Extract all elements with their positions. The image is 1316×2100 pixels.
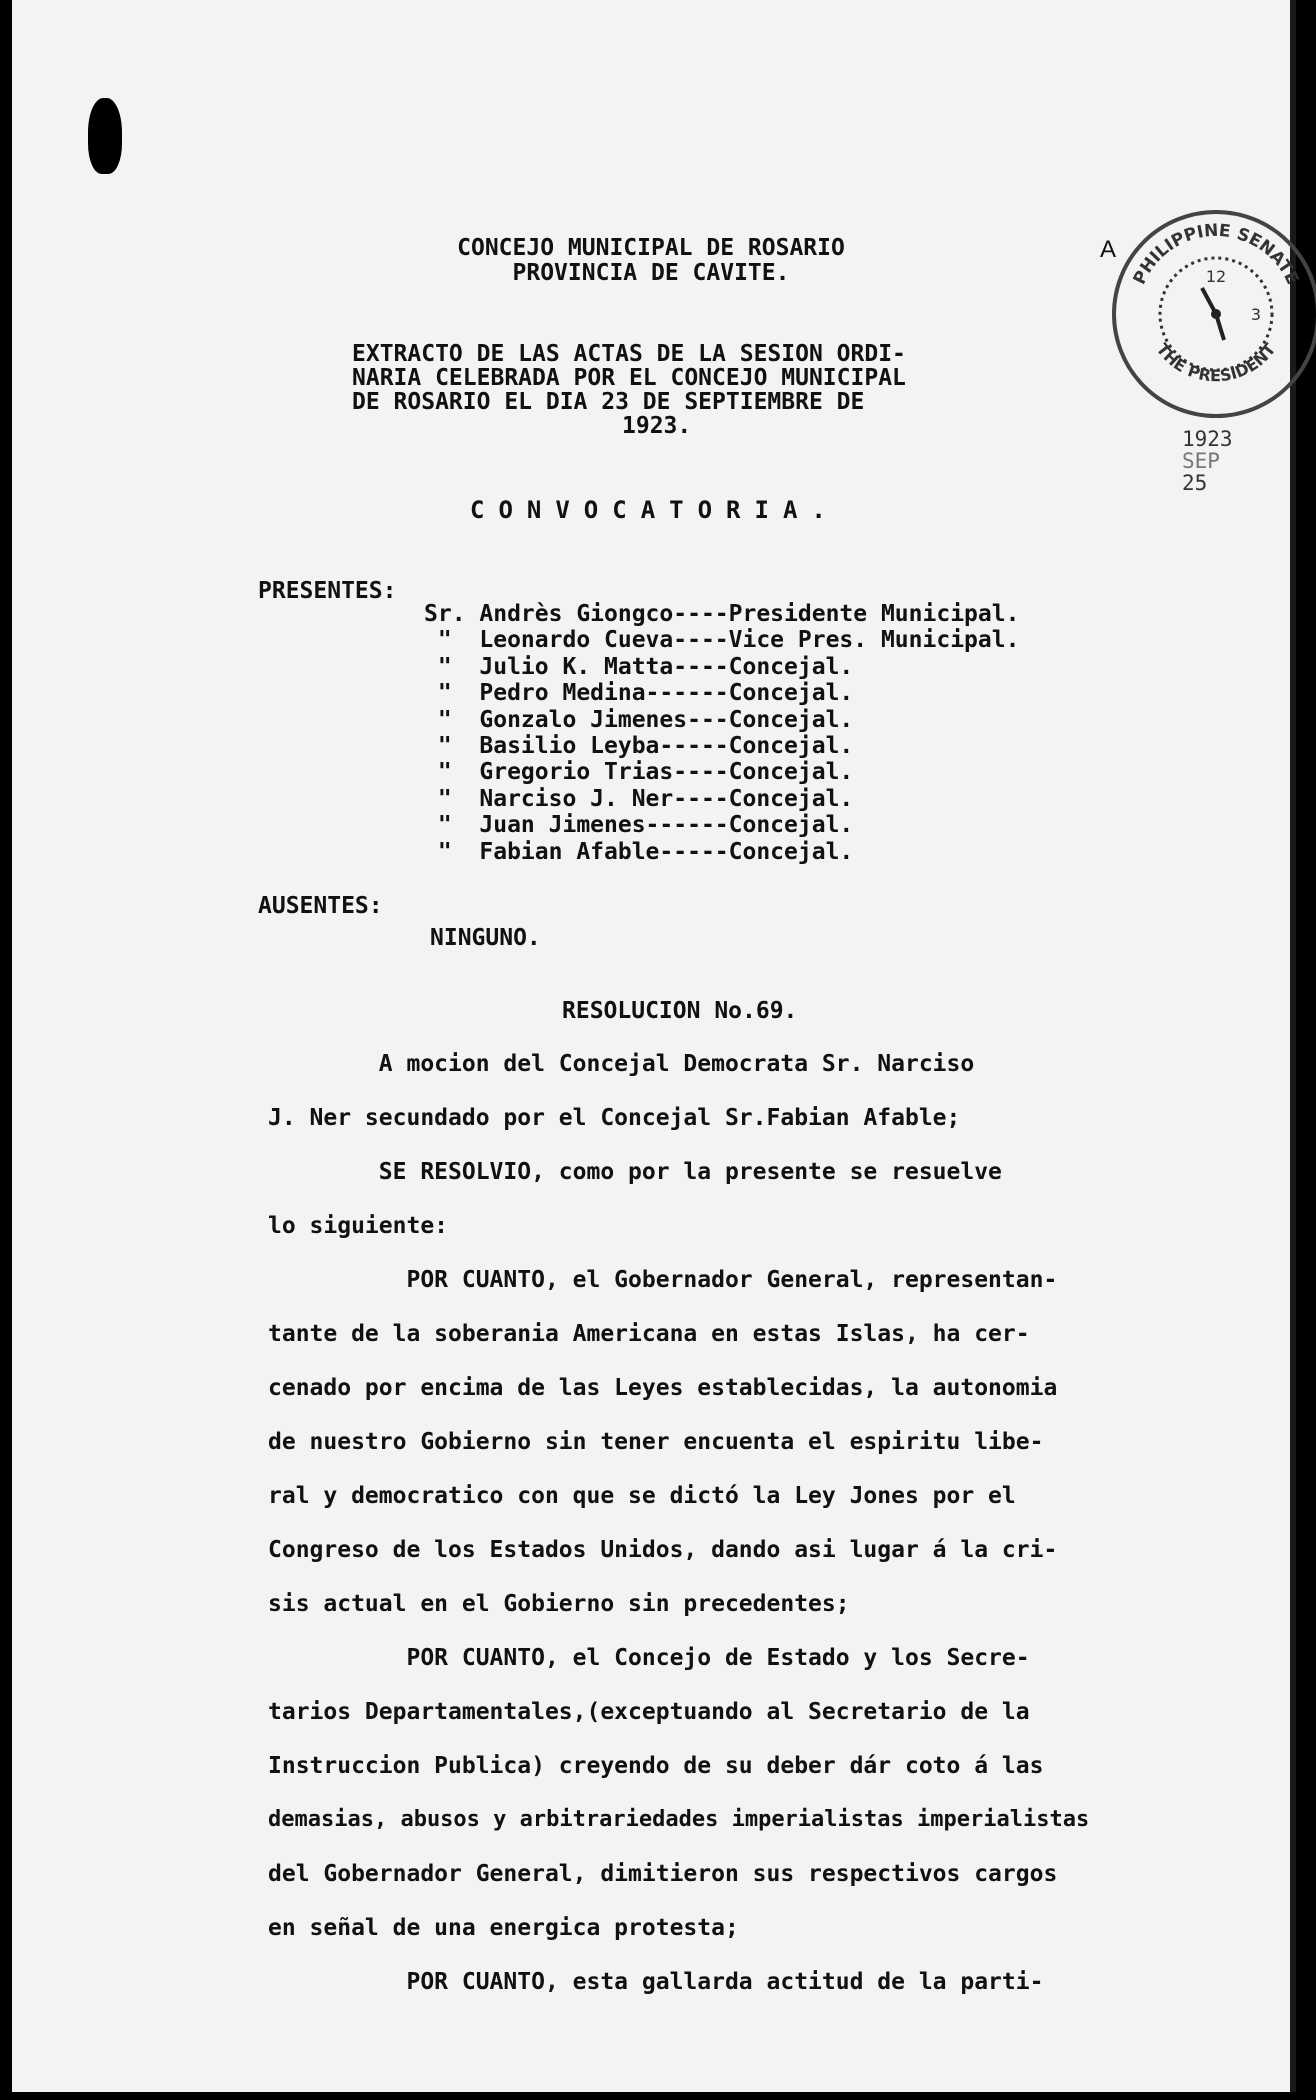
attendee-row: Sr. Andrès Giongco----Presidente Municipal. [424,601,1020,627]
body-line: en señal de una energica protesta; [268,1915,739,1941]
attendees-list [424,601,1019,865]
document-page [12,0,1303,2092]
attendee-row: " Julio K. Matta----Concejal. [424,653,854,680]
ausentes-label: AUSENTES: [258,893,383,919]
senate-receipt-stamp [1112,210,1316,418]
resolution-title: RESOLUCION No.69. [562,998,798,1024]
attendee-row: " Pedro Medina------Concejal. [424,680,854,707]
body-line: tarios Departamentales,(exceptuando al Secretario de la [268,1699,1030,1725]
body-line: tante de la soberania Americana en estas Islas, ha cer- [268,1321,1030,1347]
stamp-year: 1923 [1182,427,1233,451]
minutes-extract-heading [352,342,906,438]
convocatoria-heading: CONVOCATORIA. [470,496,840,524]
council-title: CONCEJO MUNICIPAL DE ROSARIO [457,235,845,261]
attendee-row: " Leonardo Cueva----Vice Pres. Municipal. [424,627,1020,654]
stamp-day: 25 [1182,471,1208,495]
extract-line-2: NARIA CELEBRADA POR EL CONCEJO MUNICIPAL [352,365,906,391]
extract-line-3: DE ROSARIO EL DIA 23 DE SEPTIEMBRE DE [352,389,865,415]
body-line: POR CUANTO, esta gallarda actitud de la parti- [268,1969,1044,1995]
body-line: de nuestro Gobierno sin tener encuenta el espiritu libe- [268,1429,1044,1455]
ausentes-value: NINGUNO. [430,925,541,951]
stamp-date [1182,428,1233,494]
body-line: POR CUANTO, el Concejo de Estado y los Secre- [268,1645,1030,1671]
body-line: sis actual en el Gobierno sin precedentes; [268,1591,850,1617]
clock-dial-icon [1116,214,1316,414]
margin-mark: A [1100,236,1117,263]
body-line: del Gobernador General, dimitieron sus respectivos cargos [268,1861,1058,1887]
body-line: Congreso de los Estados Unidos, dando asi lugar á la cri- [268,1537,1058,1563]
extract-line-4: 1923. [622,413,692,439]
svg-text:THE PRESIDENT [1153,340,1280,385]
stamp-bottom-text: THE PRESIDENT [1152,339,1280,386]
body-line: A mocion del Concejal Democrata Sr. Narciso [268,1051,975,1077]
body-line: J. Ner secundado por el Concejal Sr.Fabian Afable; [268,1105,961,1131]
body-line: POR CUANTO, el Gobernador General, representan- [268,1267,1058,1293]
body-line: demasias, abusos y arbitrariedades imperialistas imperialistas [268,1807,1090,1832]
province-title: PROVINCIA DE CAVITE. [512,260,790,286]
attendee-row: " Gregorio Trias----Concejal. [424,759,854,786]
attendee-row: " Basilio Leyba-----Concejal. [424,733,854,760]
body-line: SE RESOLVIO, como por la presente se resuelve [268,1159,1002,1185]
attendee-row: " Juan Jimenes------Concejal. [424,812,854,839]
attendee-row: " Narciso J. Ner----Concejal. [424,785,854,812]
body-line: lo siguiente: [268,1213,449,1239]
stamp-month: SEP [1182,449,1220,473]
attendee-row: " Fabian Afable-----Concejal. [424,838,854,865]
presentes-label: PRESENTES: [258,578,397,604]
extract-line-1: EXTRACTO DE LAS ACTAS DE LA SESION ORDI- [352,341,906,367]
svg-text:3: 3 [1250,305,1262,324]
body-line: cenado por encima de las Leyes establecidas, la autonomia [268,1375,1058,1401]
stamp-top-text: PHILIPPINE SENATE [1129,220,1303,288]
body-line: ral y democratico con que se dictó la Ley Jones por el [268,1483,1016,1509]
svg-text:12: 12 [1205,267,1227,286]
body-line: Instruccion Publica) creyendo de su deber dár coto á las [268,1753,1044,1779]
punch-hole [88,98,122,174]
attendee-row: " Gonzalo Jimenes---Concejal. [424,706,854,733]
